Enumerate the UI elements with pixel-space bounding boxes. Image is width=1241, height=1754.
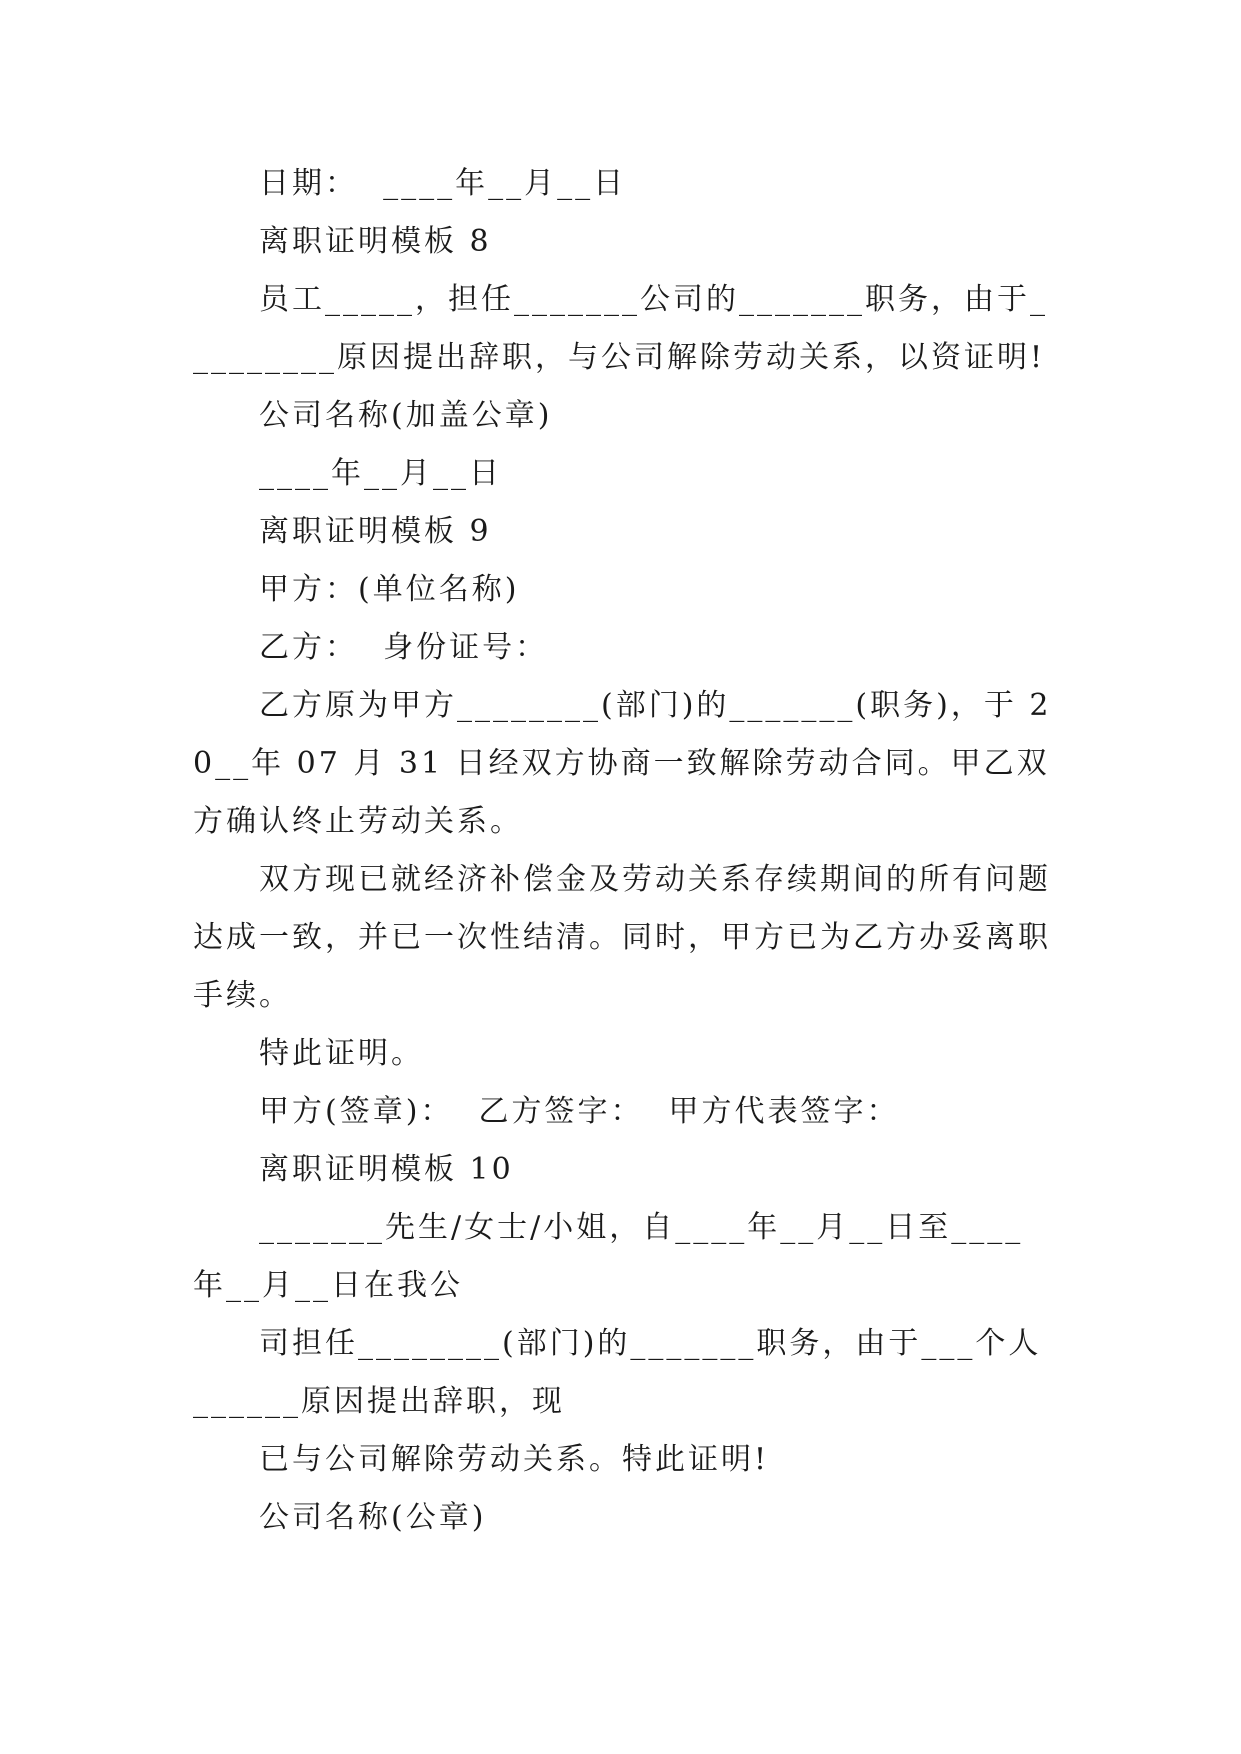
template-8-body: 员工_____，担任_______公司的_______职务，由于_________原因提出辞职，与公司解除劳动关系，以资证明! <box>193 282 1048 375</box>
date-line: ____年__月__日 <box>259 456 502 491</box>
template-9-heading: 离职证明模板 9 <box>259 514 492 549</box>
date-line: 日期： ____年__月__日 <box>259 166 627 201</box>
company-seal-label: 公司名称(公章) <box>259 1500 487 1535</box>
template-10-body-paragraph: 司担任________(部门)的_______职务，由于___个人______原因提出辞职，现 <box>193 1326 1042 1419</box>
certify-statement: 特此证明。 <box>259 1036 424 1071</box>
template-10-heading: 离职证明模板 10 <box>259 1152 514 1187</box>
template-9-body-paragraph: 乙方原为甲方________(部门)的_______(职务)，于 20__年 07 月 31 日经双方协商一致解除劳动合同。甲乙双方确认终止劳动关系。 <box>193 688 1052 839</box>
template-9-body-paragraph: 双方现已就经济补偿金及劳动关系存续期间的所有问题达成一致，并已一次性结清。同时，甲方已为乙方办妥离职手续。 <box>193 862 1051 1013</box>
template-8-heading: 离职证明模板 8 <box>259 224 492 259</box>
party-a-label: 甲方：(单位名称) <box>259 572 520 607</box>
party-b-label: 乙方： 身份证号： <box>259 630 549 665</box>
template-10-body-paragraph: _______先生/女士/小姐，自____年__月__日至____年__月__日在我公 <box>193 1210 1024 1303</box>
signature-labels: 甲方(签章)： 乙方签字： 甲方代表签字： <box>259 1094 900 1129</box>
company-seal-label: 公司名称(加盖公章) <box>259 398 553 433</box>
template-10-body-paragraph: 已与公司解除劳动关系。特此证明! <box>259 1442 770 1477</box>
